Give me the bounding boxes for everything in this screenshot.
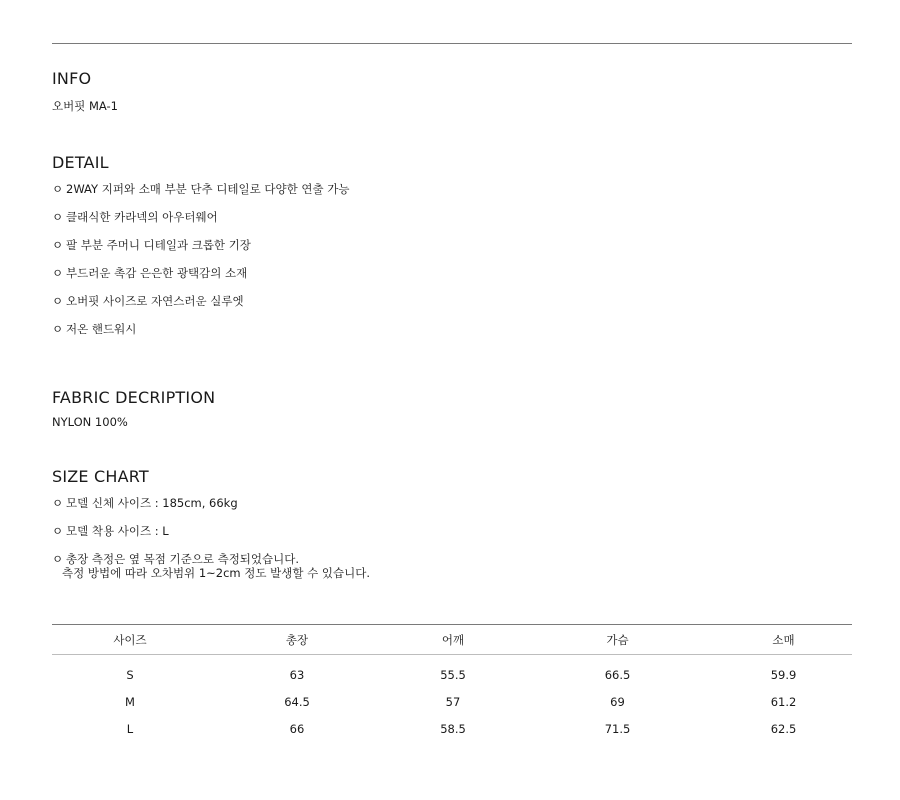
table-cell: 58.5: [440, 721, 466, 736]
bullet-mark: ㅇ: [52, 524, 64, 538]
table-cell: 62.5: [770, 721, 797, 736]
table-cell: 71.5: [604, 721, 631, 736]
table-row: [52, 715, 852, 742]
detail-heading: DETAIL: [52, 153, 109, 172]
detail-item-text: 클래식한 카라넥의 아우터웨어: [66, 210, 218, 224]
table-header-cell: 소매: [715, 625, 852, 655]
detail-item-text: 2WAY 지퍼와 소매 부분 단추 디테일로 다양한 연출 가능: [66, 182, 350, 196]
table-header-cell: 어깨: [386, 625, 520, 655]
size-note-item: [52, 496, 238, 510]
size-note-text: 모델 신체 사이즈 : 185cm, 66kg: [66, 496, 238, 510]
table-cell: 66: [289, 721, 305, 736]
table-cell: M: [125, 694, 135, 709]
detail-item: [52, 294, 244, 308]
bullet-mark: ㅇ: [52, 496, 64, 510]
bullet-mark: ㅇ: [52, 294, 64, 308]
table-cell: S: [126, 667, 134, 682]
bullet-mark: ㅇ: [52, 322, 64, 336]
bullet-mark: ㅇ: [52, 266, 64, 280]
table-header-cell: 총장: [208, 625, 386, 655]
detail-item: [52, 322, 136, 336]
table-cell: 57: [445, 694, 461, 709]
table-cell: 66.5: [604, 667, 631, 682]
table-cell: 59.9: [770, 667, 797, 682]
top-divider: [52, 43, 852, 44]
table-row: [52, 655, 852, 689]
fabric-heading: FABRIC DECRIPTION: [52, 388, 216, 407]
table-header-row: [52, 625, 852, 655]
table-cell: 63: [289, 667, 305, 682]
detail-item: [52, 210, 218, 224]
size-note-continuation: 측정 방법에 따라 오차범위 1~2cm 정도 발생할 수 있습니다.: [62, 566, 370, 580]
fabric-text: NYLON 100%: [52, 415, 128, 429]
table-cell: 69: [610, 694, 625, 709]
detail-item-text: 오버핏 사이즈로 자연스러운 실루엣: [66, 294, 244, 308]
size-table: [52, 624, 852, 742]
detail-item: [52, 182, 349, 196]
size-note-text: 총장 측정은 옆 목점 기준으로 측정되었습니다.: [66, 552, 300, 566]
size-chart-heading: SIZE CHART: [52, 467, 149, 486]
table-header-cell: 사이즈: [52, 625, 208, 655]
bullet-mark: ㅇ: [52, 552, 64, 566]
detail-item-text: 부드러운 촉감 은은한 광택감의 소재: [66, 266, 248, 280]
bullet-mark: ㅇ: [52, 210, 64, 224]
size-note-text: 모델 착용 사이즈 : L: [66, 524, 169, 538]
detail-item-text: 저온 핸드워시: [66, 322, 137, 336]
detail-item: [52, 266, 247, 280]
detail-item: [52, 238, 251, 252]
size-note-item: [52, 524, 169, 538]
info-text: 오버핏 MA-1: [52, 99, 118, 113]
table-header-cell: 가슴: [520, 625, 715, 655]
table-cell: 55.5: [440, 667, 466, 682]
table-cell: L: [126, 721, 134, 736]
bullet-mark: ㅇ: [52, 238, 64, 252]
bullet-mark: ㅇ: [52, 182, 64, 196]
table-row: [52, 688, 852, 715]
size-note-item: [52, 552, 370, 580]
table-cell: 61.2: [770, 694, 797, 709]
table-cell: 64.5: [284, 694, 310, 709]
detail-item-text: 팔 부분 주머니 디테일과 크롭한 기장: [66, 238, 251, 252]
info-heading: INFO: [52, 69, 92, 88]
